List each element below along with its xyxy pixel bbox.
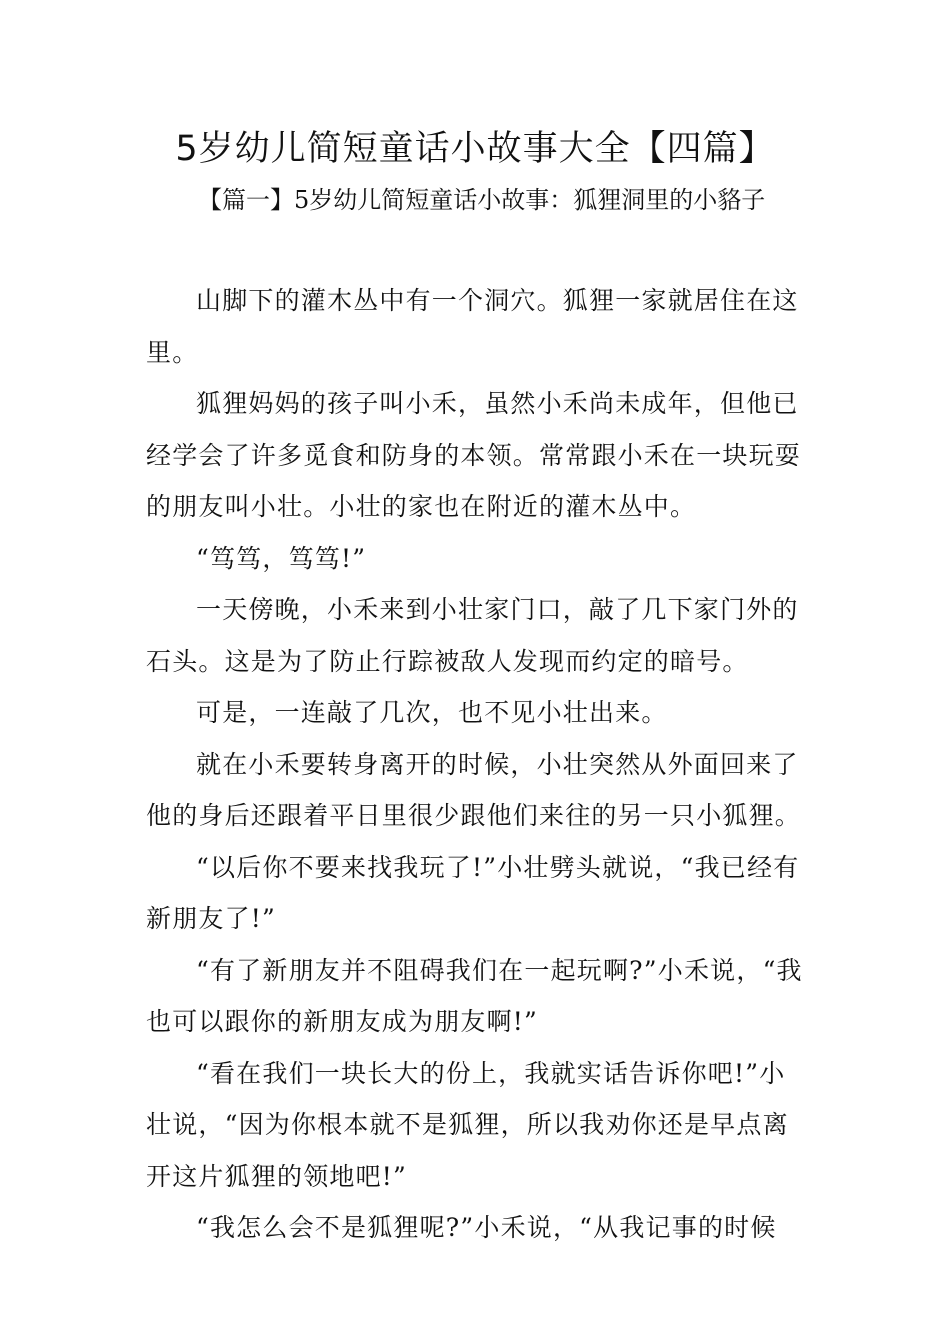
document-title: 5岁幼儿简短童话小故事大全【四篇】: [175, 129, 775, 169]
story-body: [146, 275, 810, 1254]
paragraph: “以后你不要来找我玩了!”小壮劈头就说，“我已经有新朋友了!”: [146, 852, 800, 933]
paragraph: “看在我们一块长大的份上，我就实话告诉你吧!”小壮说，“因为你根本就不是狐狸，所以我劝你还是早点离开这片狐狸的领地吧!”: [146, 1058, 789, 1191]
paragraph: “我怎么会不是狐狸呢?”小禾说，“从我记事的时候: [196, 1213, 777, 1242]
paragraph: 就在小禾要转身离开的时候，小壮突然从外面回来了他的身后还跟着平日里很少跟他们来往的另一只小狐狸。: [146, 749, 802, 830]
paragraph: 一天傍晚，小禾来到小壮家门口，敲了几下家门外的石头。这是为了防止行踪被敌人发现而约定的暗号。: [146, 595, 799, 676]
paragraph: 可是，一连敲了几次，也不见小壮出来。: [196, 698, 668, 727]
paragraph: 山脚下的灌木丛中有一个洞穴。狐狸一家就居住在这里。: [146, 286, 799, 367]
paragraph: “笃笃，笃笃!”: [196, 543, 367, 573]
paragraph: 狐狸妈妈的孩子叫小禾，虽然小禾尚未成年，但他已经学会了许多觅食和防身的本领。常常跟小禾在一块玩耍的朋友叫小壮。小壮的家也在附近的灌木丛中。: [146, 389, 802, 521]
chapter-heading: 【篇一】5岁幼儿简短童话小故事：狐狸洞里的小貉子: [198, 186, 766, 214]
paragraph: “有了新朋友并不阻碍我们在一起玩啊?”小禾说，“我也可以跟你的新朋友成为朋友啊!”: [146, 955, 803, 1036]
